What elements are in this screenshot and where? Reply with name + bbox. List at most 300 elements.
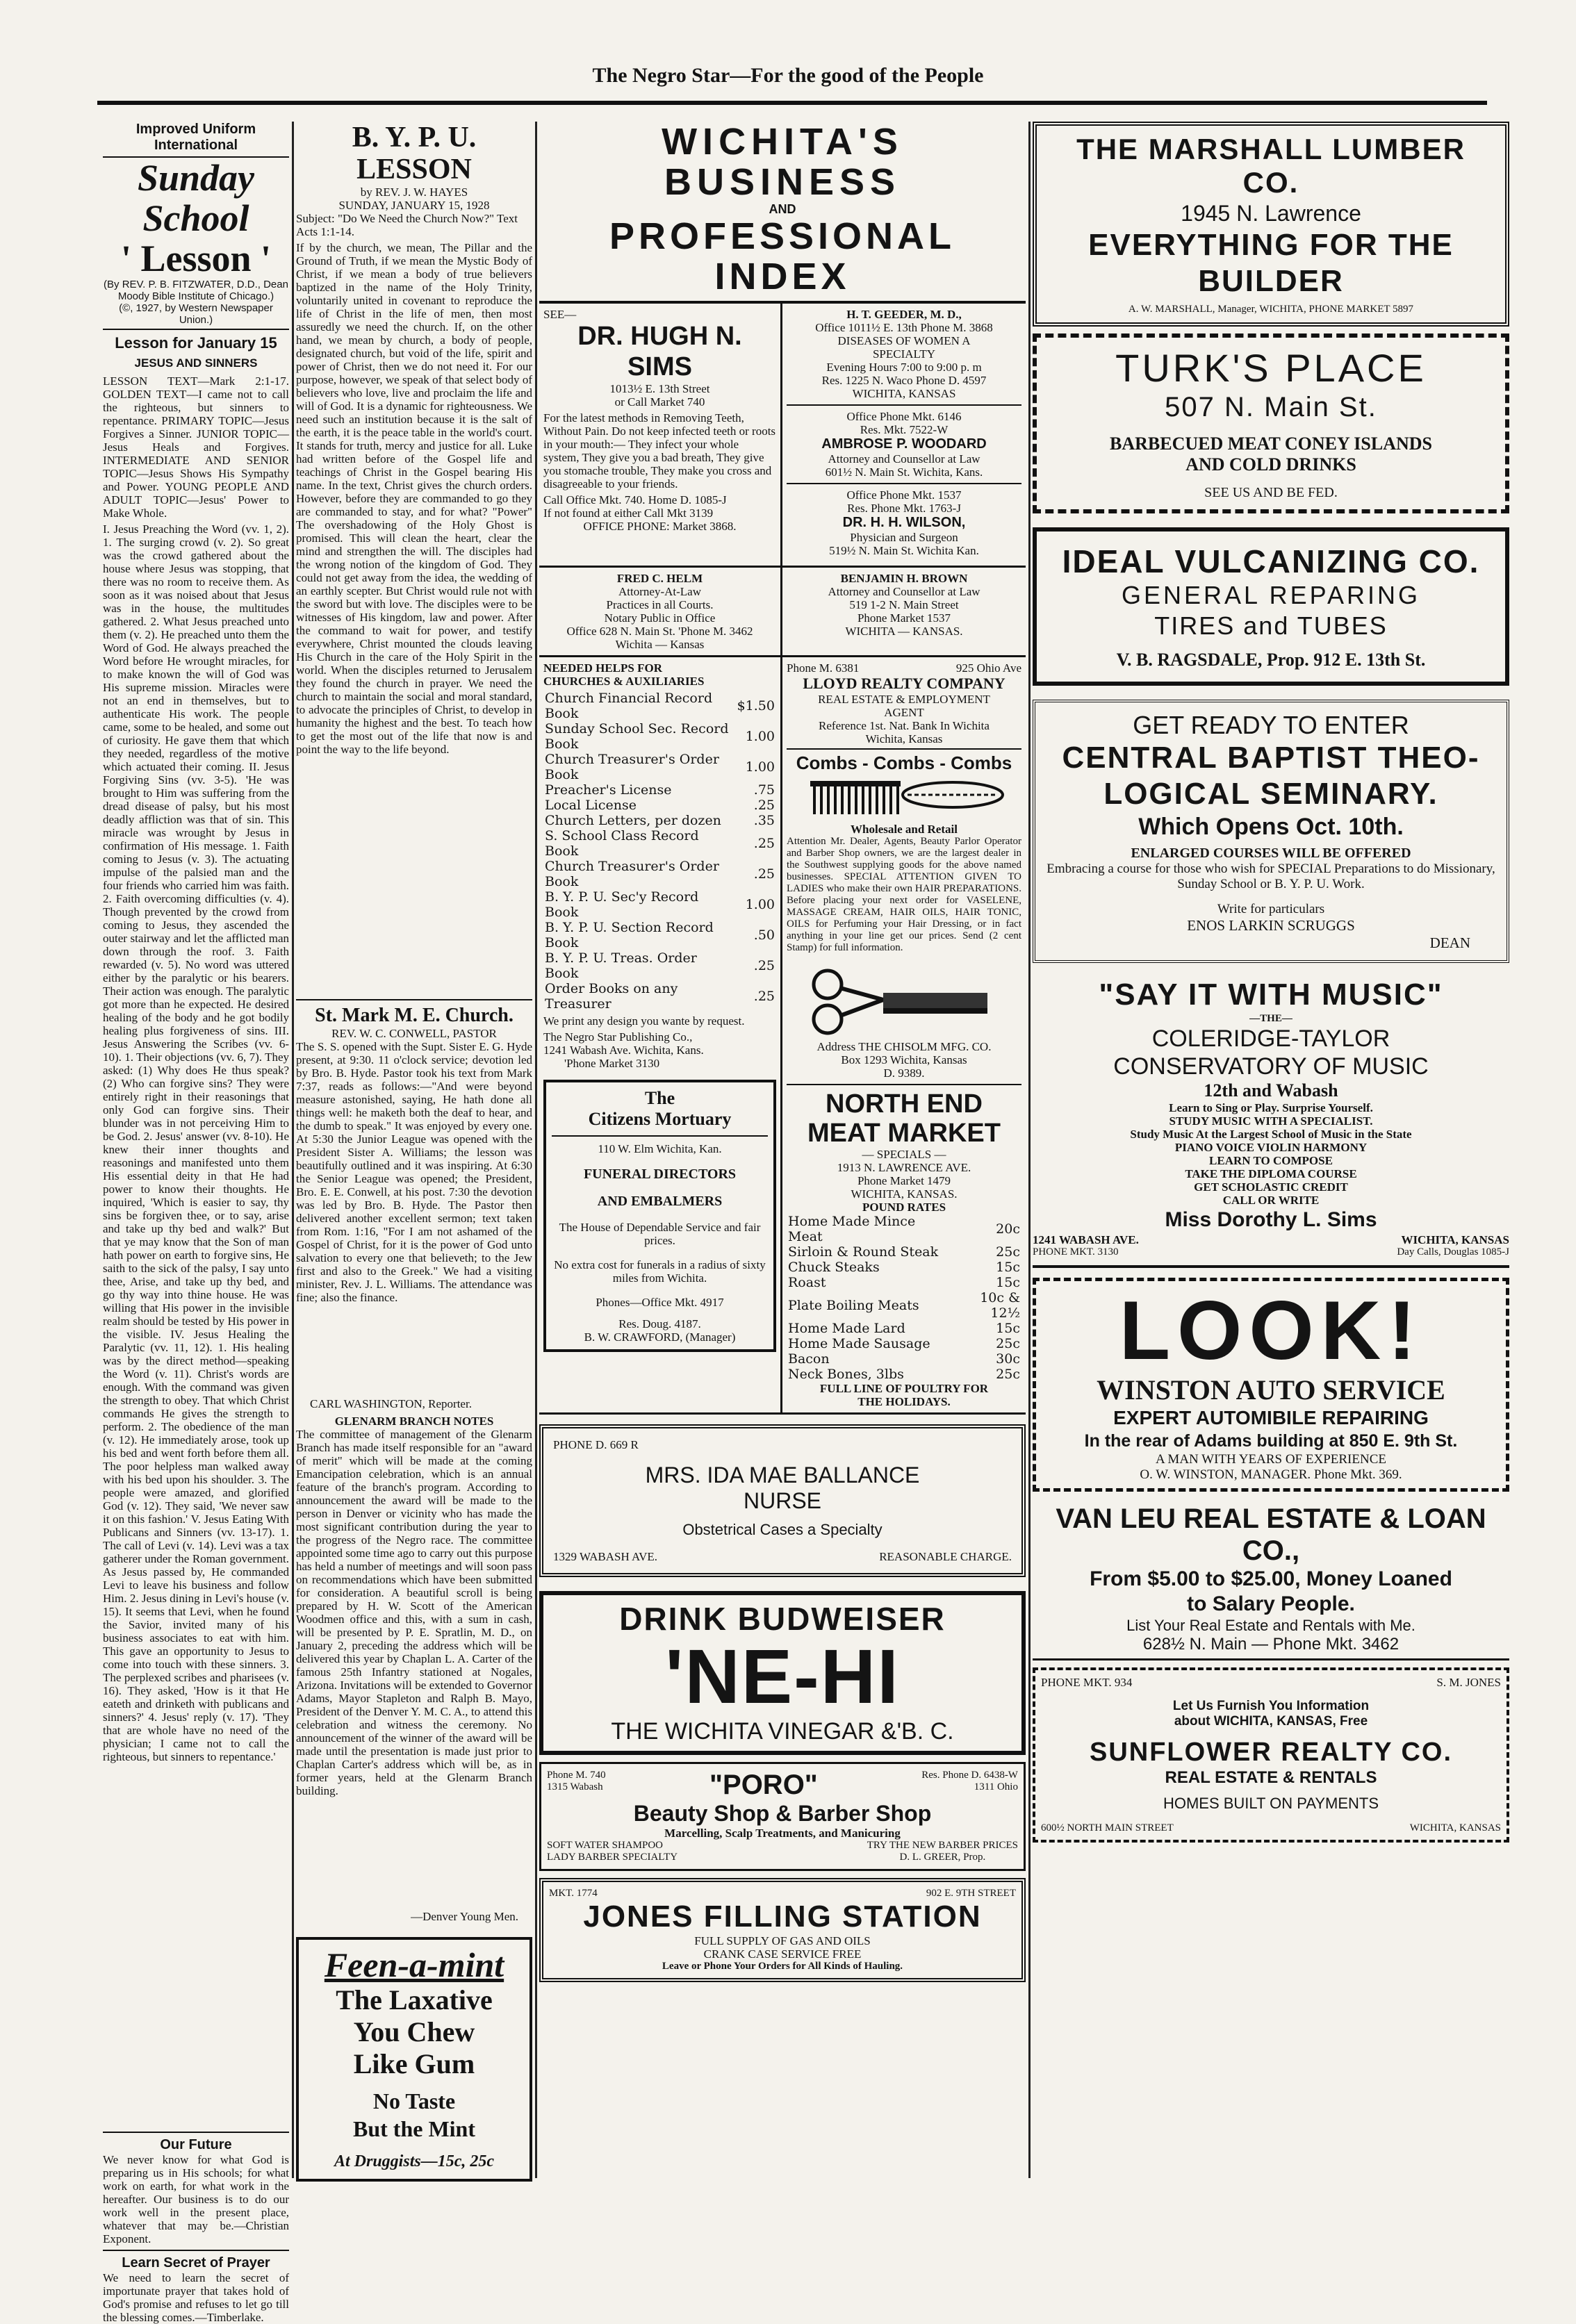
helps-price: .25 (753, 866, 775, 882)
lloyd-phone-row (787, 661, 1021, 675)
helps-price: .25 (753, 989, 775, 1004)
meat-price: 25c (996, 1244, 1020, 1260)
poro-title: Beauty Shop & Barber Shop (633, 1801, 932, 1826)
helm-l5: Wichita — Kansas (615, 638, 705, 651)
feenamint-l3: Like Gum (353, 2048, 475, 2079)
sunflower-owner: S. M. JONES (1436, 1676, 1501, 1689)
bypu-body: If by the church, we mean, The Pillar and the Ground of Truth, if we mean the Mystic Body of Christ, if we mean a body of true believers baptized in the name of the Holy Trinity, voluntarily united in covenant to reproduce the life of Christ in the life of men, then most assuredly we need the church. If, on the other hand, we mean by church, a body of people, designated church, but void of the life, spirit and power of Christ, then we do not need it. For our purpose, however, we speak of that select body of believers who love, live and proclaim the life and will of God. It is a dynamic for righteousness. We need such an institution because it is the salt of the earth, it is the peace table in the world's court. It stands for truth, mercy and justice for all. Luke had written before of the Gospel life and teachings of Christ in the Gospel bearing His name. In the text, Christ gives the church orders. However, before they are commanded to go they are commanded to stay, and for what? "Power" The overshadowing of the Holy Ghost is promised. This will clean the heart, clear the mind and strengthen the will. The disciples had the wrong notion of the kingdom of God. They could not get away from the idea, the wedding of an earthly scepter. But Christ would rule not with the sword but with love. The disciples were to be witnesses of His kingdom, law and power. After the command to wait for power, and testify everywhere, Christ mounted the clouds leaving His Church in the care of the Holy Spirit in the world. When the disciples returned to Jerusalem they found the church in prayer. We need the church to maintain the social and moral standard, to advocate the principles of Christ, to develop in humanity the highest and the best. To teach how to get the most out of the life that now is and point the way to the life beyond. (296, 241, 532, 756)
meat-item: Home Made Lard (788, 1321, 905, 1336)
woodard-l1: Office Phone Mkt. 6146 (846, 410, 962, 423)
helps-item: B. Y. P. U. Treas. Order Book (545, 950, 697, 981)
mortuary-l4: No extra cost for funerals in a radius of sixty miles from Wichita. (554, 1258, 766, 1285)
meat-price: 15c (996, 1260, 1020, 1275)
helps-price: .25 (753, 836, 775, 851)
poro-details-right (867, 1840, 1018, 1863)
church-title: St. Mark M. E. Church. (315, 1005, 514, 1026)
wilson-l2: Res. Phone Mkt. 1763-J (847, 502, 961, 515)
meat-addr: 1913 N. LAWRENCE AVE. (837, 1161, 971, 1174)
nurse-title: NURSE (743, 1488, 821, 1513)
nurse-phone: PHONE D. 669 R (553, 1438, 639, 1451)
turk-addr: 507 N. Main St. (1165, 392, 1377, 422)
woodard-l3: Attorney and Counsellor at Law (828, 452, 980, 465)
church-byline: REV. W. C. CONWELL, PASTOR (331, 1027, 497, 1040)
mortuary-l1: FUNERAL DIRECTORS (583, 1167, 737, 1182)
music-l12: GET SCHOLASTIC CREDIT (1194, 1180, 1348, 1194)
mortuary-l7: B. W. CRAWFORD, (Manager) (584, 1330, 736, 1344)
helps-row (543, 859, 776, 889)
nurse-name: MRS. IDA MAE BALLANCE (645, 1462, 920, 1487)
brown-l2: 519 1-2 N. Main Street (849, 598, 959, 611)
bypu-title: B. Y. P. U. LESSON (352, 122, 477, 186)
column-divider (292, 122, 294, 2178)
meat-price-table (787, 1214, 1021, 1382)
helps-price: .75 (753, 782, 775, 798)
jones-name: JONES FILLING STATION (583, 1899, 982, 1934)
woodard-l2: Res. Mkt. 7522-W (860, 423, 949, 436)
poro-phones (547, 1770, 606, 1793)
music-l3: COLERIDGE-TAYLOR (1151, 1025, 1390, 1052)
ideal-l2: TIRES and TUBES (1154, 611, 1388, 640)
divider (103, 2250, 289, 2251)
glenarm-source: —Denver Young Men. (411, 1910, 518, 1923)
poro-r1: Res. Phone D. 6438-W (921, 1770, 1018, 1781)
page-header: The Negro Star—For the good of the People (592, 64, 984, 87)
future-text: We never know for what God is preparing us in His schools; for what work on earth, for what work in the hereafter. Our business is to do our work well in the present place, whatever that may be.—Christian Exponent. (103, 2153, 289, 2245)
music-l9: PIANO VOICE VIOLIN HARMONY (1174, 1141, 1368, 1154)
poro-r2: 1311 Ohio (974, 1781, 1018, 1793)
feenamint-l2: You Chew (353, 2016, 475, 2047)
helm-l4: Office 628 N. Main St. 'Phone M. 3462 (566, 625, 753, 638)
header-rule (97, 101, 1487, 105)
ideal-l1: GENERAL REPARING (1121, 581, 1421, 609)
helm-ad (539, 568, 782, 655)
look-ad (1033, 1278, 1509, 1492)
look-l2: WINSTON AUTO SERVICE (1097, 1374, 1445, 1406)
helps-price: 1.00 (745, 897, 775, 912)
wilson-name: DR. H. H. WILSON, (842, 515, 966, 530)
combs-wholesale: Wholesale and Retail (851, 823, 958, 836)
poro-l2: SOFT WATER SHAMPOO (547, 1840, 663, 1851)
meat-row (787, 1260, 1021, 1275)
meat-price: 10c & 12½ (980, 1290, 1020, 1321)
geeder-name: H. T. GEEDER, M. D., (846, 308, 962, 321)
lesson-date: Lesson for January 15 (115, 334, 277, 352)
prayer-title: Learn Secret of Prayer (122, 2255, 270, 2271)
marshall-l1: EVERYTHING FOR THE (1088, 228, 1454, 262)
music-l10: LEARN TO COMPOSE (1209, 1154, 1333, 1167)
meat-item: Bacon (788, 1351, 830, 1367)
glenarm-body: The committee of management of the Glenarm Branch has made itself responsible for an "award of merit" which will be made at the coming Emancipation celebration, which is an annual feature of the branch's program. According to announcement the award will be made to the person in Denver or vicinity who has made the most significant contribution during the year to the progress of the Negro race. The committee appointed some time ago to carry out this purpose has held a number of meetings and will soon pass on recommendations which have been submitted for consideration. A beautiful scroll is being prepared by H. W. Scott of the American Woodmen office and this, with a sum in cash, will be presented by P. E. Spratlin, M. D., on January 2, preceding the address which will be delivered this year by Chaplan L. A. Carter of the famous 25th Infantry stationed at Nogales, Arizona. Invitations will be extended to Governor Adams, Mayor Stapleton and Ralph B. Mayo, President of the Denver Y. M. C. A., to attend this celebration and witness the ceremony. No announcement of the winner of the award will be made until the presentation is made just prior to Chaplan Carter's address which will be, as in former years, held at the Glenarm Branch building. (296, 1428, 532, 1797)
marshall-foot: A. W. MARSHALL, Manager, WICHITA, PHONE MARKET 5897 (1128, 304, 1414, 315)
sunflower-l1: Let Us Furnish You Information (1172, 1699, 1370, 1713)
woodard-l4: 601½ N. Main St. Wichita, Kans. (825, 465, 983, 479)
turk-name: TURK'S PLACE (1115, 346, 1427, 390)
look-l6: O. W. WINSTON, MANAGER. Phone Mkt. 369. (1140, 1467, 1402, 1482)
helps-phone: 'Phone Market 3130 (564, 1057, 660, 1070)
divider (296, 999, 532, 1000)
vanleu-l1: VAN LEU REAL ESTATE & LOAN CO., (1056, 1503, 1486, 1566)
sims-office: OFFICE PHONE: Market 3868. (583, 520, 737, 533)
poro-header (547, 1770, 1018, 1801)
meat-row (787, 1214, 1021, 1244)
seminary-ad (1033, 700, 1509, 963)
seminary-l3: LOGICAL SEMINARY. (1103, 777, 1438, 811)
index-right-cards (782, 304, 1026, 566)
woodard-ad (787, 406, 1021, 484)
meat-row (787, 1336, 1021, 1351)
helm-l2: Practices in all Courts. (606, 598, 714, 611)
meat-row (787, 1321, 1021, 1336)
meat-title-1: NORTH END (826, 1089, 983, 1119)
music-l14: Miss Dorothy L. Sims (1165, 1208, 1377, 1231)
seminary-l4: Which Opens Oct. 10th. (1138, 814, 1404, 840)
vanleu-l4: List Your Real Estate and Rentals with Me. (1126, 1617, 1415, 1634)
lesson-subtitle: JESUS AND SINNERS (134, 356, 258, 370)
mortuary-l6: Res. Doug. 4187. (618, 1317, 701, 1330)
combs-addr-3: D. 9389. (883, 1066, 925, 1080)
helps-row (543, 798, 776, 813)
look-l1: LOOK! (1119, 1284, 1423, 1377)
wilson-ad (787, 484, 1021, 561)
wilson-l1: Office Phone Mkt. 1537 (846, 488, 962, 502)
music-l7: STUDY MUSIC WITH A SPECIALIST. (1169, 1114, 1373, 1128)
mortuary-name: Citizens Mortuary (552, 1109, 768, 1137)
poro-l3: LADY BARBER SPECIALTY (547, 1852, 678, 1863)
helps-item: B. Y. P. U. Sec'y Record Book (545, 889, 699, 920)
mortuary-the: The (644, 1088, 675, 1108)
helps-row (543, 813, 776, 828)
helps-item: S. School Class Record Book (545, 828, 699, 859)
music-l13: CALL OR WRITE (1222, 1194, 1320, 1207)
helps-item: Order Books on any Treasurer (545, 981, 678, 1012)
music-footer-2 (1033, 1246, 1509, 1258)
helps-item: B. Y. P. U. Section Record Book (545, 920, 714, 950)
lesson-top-label: Improved Uniform International (103, 122, 289, 158)
feenamint-l5: But the Mint (353, 2116, 475, 2141)
lesson-text: LESSON TEXT—Mark 2:1-17. GOLDEN TEXT—I came not to call the righteous, but sinners to repentance. PRIMARY TOPIC—Jesus Forgives a Sinner. JUNIOR TOPIC—Jesus Heals and Forgives. INTERMEDIATE AND SENIOR TOPIC—Jesus Shows His Sympathy and Power. YOUNG PEOPLE AND ADULT TOPIC—Jesus' Power to Make Whole. (103, 374, 289, 520)
meat-price: 25c (996, 1336, 1020, 1351)
column-sunday-school (103, 122, 289, 2324)
index-and: AND (769, 202, 796, 216)
geeder-l1: DISEASES OF WOMEN A (837, 334, 971, 347)
helm-l3: Notary Public in Office (604, 611, 716, 625)
helps-row (543, 950, 776, 981)
brown-l3: Phone Market 1537 (857, 611, 951, 625)
helps-item: Church Letters, per dozen (545, 813, 721, 828)
sunflower-city: WICHITA, KANSAS (1409, 1822, 1501, 1833)
meat-item: Home Made Sausage (788, 1336, 930, 1351)
church-reporter: CARL WASHINGTON, Reporter. (310, 1397, 472, 1410)
sunflower-name: SUNFLOWER REALTY CO. (1089, 1738, 1453, 1767)
lesson-title-1: Sunday School (137, 157, 255, 239)
lloyd-l6: Wichita, Kansas (865, 732, 943, 745)
meat-title-2: MEAT MARKET (807, 1119, 1001, 1148)
brown-l4: WICHITA — KANSAS. (845, 625, 963, 638)
lesson-byline: (By REV. P. B. FITZWATER, D.D., Dean Moody Bible Institute of Chicago.) (104, 279, 288, 302)
music-l8: Study Music At the Largest School of Music in the State (1130, 1128, 1412, 1141)
ideal-ad (1033, 527, 1509, 686)
poro-p1: Phone M. 740 (547, 1770, 606, 1781)
helps-item: Church Treasurer's Order Book (545, 859, 719, 889)
music-l15: 1241 WABASH AVE. (1033, 1233, 1139, 1246)
index-title-2: PROFESSIONAL INDEX (539, 216, 1026, 304)
helps-row (543, 920, 776, 950)
meat-item: Plate Boiling Meats (788, 1298, 919, 1313)
brown-name: BENJAMIN H. BROWN (840, 572, 968, 585)
lloyd-ad (787, 661, 1021, 750)
music-l5: 12th and Wabash (1204, 1080, 1338, 1101)
jones-l3: Leave or Phone Your Orders for All Kinds of Hauling. (662, 1961, 903, 1972)
helps-price: .35 (753, 813, 775, 828)
marshall-l2: BUILDER (1198, 264, 1344, 298)
poro-l5: D. L. GREER, Prop. (899, 1852, 986, 1863)
sims-name: DR. HUGH N. SIMS (577, 322, 742, 381)
column-advertisements (1033, 122, 1509, 2178)
music-l1: "SAY IT WITH MUSIC" (1099, 978, 1443, 1012)
column-business-index (539, 122, 1026, 2178)
future-title: Our Future (160, 2137, 232, 2152)
music-l16: WICHITA, KANSAS (1401, 1233, 1509, 1246)
sunflower-l3: REAL ESTATE & RENTALS (1165, 1768, 1377, 1787)
feenamint-name: Feen-a-mint (324, 1945, 504, 1984)
wilson-l4: 519½ N. Main St. Wichita Kan. (829, 544, 979, 557)
nurse-addr: 1329 WABASH AVE. (553, 1550, 658, 1563)
look-l4: In the rear of Adams building at 850 E. 9th St. (1084, 1431, 1458, 1451)
vanleu-l2: From $5.00 to $25.00, Money Loaned (1090, 1567, 1452, 1590)
sims-ad (539, 304, 782, 566)
poro-res (921, 1770, 1018, 1793)
helps-row (543, 691, 776, 721)
lloyd-l3: REAL ESTATE & EMPLOYMENT (818, 693, 990, 706)
helps-note: We print any design you wante by request. (543, 1014, 745, 1028)
music-l11: TAKE THE DIPLOMA COURSE (1185, 1167, 1357, 1180)
lloyd-l2: 925 Ohio Ave (955, 661, 1021, 675)
meat-phone: Phone Market 1479 (857, 1174, 951, 1187)
budweiser-l1: DRINK BUDWEISER (619, 1601, 946, 1637)
sims-text: For the latest methods in Removing Teeth, Without Pain. Do not keep infected teeth or roots in your mouth:— They infect your whole system, They give you a bad breath, They give you stomache trouble, They make you cross and disagreeable to your friends. (543, 411, 776, 491)
sims-call: or Call Market 740 (614, 395, 705, 409)
music-footer-1 (1033, 1233, 1509, 1246)
lloyd-l5: Reference 1st. Nat. Bank In Wichita (819, 719, 990, 732)
feenamint-l1: The Laxative (336, 1984, 493, 2016)
feenamint-l4: No Taste (372, 2088, 456, 2113)
helps-item: Church Treasurer's Order Book (545, 752, 719, 782)
jones-ad (539, 1878, 1026, 1982)
sims-see: SEE— (543, 308, 577, 321)
helps-title-1: NEEDED HELPS FOR (543, 661, 662, 675)
helps-price: .25 (753, 798, 775, 813)
glenarm-title: GLENARM BRANCH NOTES (334, 1415, 494, 1428)
look-l3: EXPERT AUTOMIBILE REPAIRING (1113, 1407, 1429, 1428)
poro-details-left (547, 1840, 678, 1863)
helps-item: Church Financial Record Book (545, 691, 713, 721)
combs-addr-2: Box 1293 Wichita, Kansas (841, 1053, 967, 1066)
turk-l2: AND COLD DRINKS (1185, 454, 1356, 475)
lesson-title-2: ' Lesson ' (120, 238, 272, 279)
jones-addr: 902 E. 9TH STREET (926, 1888, 1016, 1899)
index-row-2 (539, 568, 1026, 657)
bypu-date: SUNDAY, JANUARY 15, 1928 (338, 199, 490, 212)
jones-l1: FULL SUPPLY OF GAS AND OILS (694, 1934, 871, 1947)
sunflower-footer (1041, 1822, 1501, 1834)
turk-l3: SEE US AND BE FED. (1204, 485, 1338, 500)
right-stack (782, 657, 1026, 1412)
meat-foot-2: THE HOLIDAYS. (857, 1395, 951, 1408)
column-bypu (296, 122, 532, 2178)
geeder-l2: SPECIALTY (872, 347, 936, 361)
combs-ad (787, 752, 1021, 1085)
index-row-3 (539, 657, 1026, 1415)
ideal-name: IDEAL VULCANIZING CO. (1062, 543, 1480, 579)
poro-l4: TRY THE NEW BARBER PRICES (867, 1840, 1018, 1851)
ideal-l3: V. B. RAGSDALE, Prop. 912 E. 13th St. (1116, 650, 1426, 670)
bypu-subject: Subject: "Do We Need the Church Now?" Text Acts 1:1-14. (296, 212, 518, 238)
seminary-l2: CENTRAL BAPTIST THEO- (1062, 741, 1480, 775)
woodard-name: AMBROSE P. WOODARD (821, 436, 987, 452)
meat-item: Roast (788, 1275, 826, 1290)
lesson-body: I. Jesus Preaching the Word (vv. 1, 2). 1. The surging crowd (v. 2). So great was the crowd gathered about the house where Jesus was stopping, that there was no room to receive them. As soon as it was noised about that Jesus was in the house, the multitudes gathered. 2. What Jesus preached unto them (v. 2). He preached unto them the Word of God. He always preached the Word before He wrought miracles, for to make known the will of God was His supreme mission. Miracles were not an end in themselves, but to authenticate His work. The people came, some to be healed, and some out of curiosity. He gave them that which they needed, regardless of the motive which actuated their coming. II. Jesus Forgiving Sins (vv. 3-5). 'He was brought to Him was suffering from the dread disease of palsy, but his most deadly affliction was that of sin. This miracle was wrought by Jesus in confirmation of His message. 1. Faith coming to Jesus (v. 3). The actuating impulse of the palsied man and the four friends who carried him was faith. 2. Faith overcoming difficulties (v. 4). Though prevented by the crowd from coming to Jesus, they ascended the outer stairway and let the afflicted man down through the roof. 3. Faith rewarded (v. 5). No word was uttered either by the paralytic or his bearers. Their action was enough. The paralytic got more than he expected. He desired healing of the body and he got bodily healing plus forgiveness of sins. III. Jesus Answering the Scribes (vv. 6-10). 1. Their objections (vv. 6, 7). They asked: (1) Why does He thus speak? (2) Who can forgive sins? They were entirely right in their reasonings that only God can forgive sins. Their blunder was in not perceiving Him to be God. 2. Jesus' answer (vv. 8-10). He knew their inner thoughts and reasonings and manifested unto them His essential deity in that He had power to know their thoughts. He inquired, 'Which is easier to say, thy sins be forgiven thee, or to say, arise and take up thy bed and walk?' But that ye may know that the Son of man hath power on earth to forgive sins, He saith to the sick of the palsy, I say unto thee, Arise, and take up thy bed, and go thy way into thine house. He was willing that His power in the invisible realm should be tested by His power in the visible. IV. Jesus Healing the Paralytic (vv. 11, 12). 1. His healing was by the direct method—speaking the Word (v. 11). Christ's words are enough. With the command was given the strength to obey. That which Christ commands He gives the strength to perform. 2. The obedience of the man (v. 12). He immediately arose, took up his bed and went forth before them all. The poor helpless man walked away with his bed upon his shoulder. 3. The people were amazed, and glorified God (v. 12). They said, 'We never saw it on this fashion.' V. Jesus Eating With Publicans and Sinners (vv. 13-17). 1. The call of Levi (v. 14). Levi was a tax gatherer under the Roman government. As Jesus passed by, He commanded Levi to leave his business and follow Him. 2. Jesus dining in Levi's house (v. 15). It seems that Levi, when he found the Savior, invited many of his business associates to eat with him. This gave an opportunity to Jesus to come into touch with these sinners. 3. The perplexed scribes and pharisees (v. 16). They asked, 'How is it that He eateth and drinketh with publicans and sinners?' 4. Jesus' reply (v. 17). 'They that are whole have no need of the physician; I came not to call the righteous, but sinners to repentance.' (103, 522, 289, 1763)
meat-price: 30c (996, 1351, 1020, 1367)
meat-item: Home Made Mince Meat (788, 1214, 916, 1244)
lesson-copyright: (©, 1927, by Western Newspaper Union.) (103, 302, 289, 330)
combs-title: Combs - Combs - Combs (796, 752, 1012, 773)
helm-name: FRED C. HELM (616, 572, 703, 585)
sunflower-header (1041, 1676, 1501, 1689)
brown-ad (782, 568, 1026, 655)
helps-price: .50 (753, 928, 775, 943)
vanleu-l3: to Salary People. (1187, 1592, 1355, 1615)
seminary-l9: DEAN (1429, 934, 1470, 951)
curling-iron-icon (787, 957, 1021, 1040)
sunflower-l2: about WICHITA, KANSAS, Free (1174, 1714, 1368, 1729)
helps-price: 1.00 (745, 729, 775, 744)
helm-l1: Attorney-At-Law (618, 585, 701, 598)
meat-item: Sirloin & Round Steak (788, 1244, 939, 1260)
column-divider (1028, 122, 1031, 2178)
meat-ad (787, 1085, 1021, 1408)
sunflower-addr: 600½ NORTH MAIN STREET (1041, 1822, 1174, 1833)
meat-row (787, 1290, 1021, 1321)
seminary-l7: Write for particulars (1217, 902, 1325, 916)
geeder-l5: WICHITA, KANSAS (852, 387, 956, 400)
page-top (0, 0, 1576, 104)
helps-table (543, 691, 776, 1012)
helps-ad (543, 661, 776, 1070)
marshall-addr: 1945 N. Lawrence (1181, 201, 1361, 226)
meat-rates: POUND RATES (862, 1201, 946, 1214)
sims-phones: Call Office Mkt. 740. Home D. 1085-J (543, 493, 727, 506)
helps-row (543, 721, 776, 752)
helps-row (543, 752, 776, 782)
brown-l1: Attorney and Counsellor at Law (828, 585, 980, 598)
music-l4: CONSERVATORY OF MUSIC (1113, 1053, 1429, 1080)
music-l6: Learn to Sing or Play. Surprise Yourself. (1169, 1101, 1373, 1114)
sims-if-not: If not found at either Call Mkt 3139 (543, 506, 714, 520)
column-divider (535, 122, 537, 2178)
geeder-ad (787, 308, 1021, 406)
mortuary-addr: 110 W. Elm Wichita, Kan. (598, 1142, 722, 1155)
poro-name: "PORO" (709, 1770, 818, 1800)
helps-item: Local License (545, 798, 637, 813)
sunflower-l4: HOMES BUILT ON PAYMENTS (1163, 1795, 1379, 1812)
combs-addr-1: Address THE CHISOLM MFG. CO. (816, 1040, 992, 1053)
sims-addr: 1013½ E. 13th Street (609, 382, 710, 395)
helps-publisher: The Negro Star Publishing Co., (543, 1030, 693, 1044)
geeder-l3: Evening Hours 7:00 to 9:00 p. m (826, 361, 982, 374)
bypu-byline: by REV. J. W. HAYES (360, 186, 468, 199)
comb-icon (787, 774, 1021, 823)
meat-row (787, 1351, 1021, 1367)
meat-price: 15c (996, 1275, 1020, 1290)
turk-ad (1033, 333, 1509, 513)
nurse-ad (539, 1424, 1026, 1577)
nurse-footer (553, 1550, 1012, 1563)
meat-specials: — SPECIALS — (862, 1148, 946, 1161)
budweiser-l3: THE WICHITA VINEGAR &'B. C. (611, 1718, 954, 1745)
turk-l1: BARBECUED MEAT CONEY ISLANDS (1110, 434, 1432, 454)
helps-row (543, 782, 776, 798)
helps-title-2: CHURCHES & AUXILIARIES (543, 675, 705, 688)
mortuary-l2: AND EMBALMERS (597, 1194, 723, 1209)
helps-row (543, 981, 776, 1012)
poro-p2: 1315 Wabash (547, 1781, 603, 1793)
church-body: The S. S. opened with the Supt. Sister E. G. Hyde present, at 9:30. 11 o'clock service; devotion led by Bro. B. Hyde. Pastor took his text from Mark 7:37, reads as follows:—"And were beyond measure astonished, saying, He hath done all things well: he maketh both the deaf to hear, and the dumb to speak." It was enjoyed by every one. At 5:30 the Junior League was opened with the President Sister A. Williams; the lesson was beautifully outlined and it was inspiring. At 6:30 the Senior League was opened; the President, Bro. E. E. Conwell, at his post. 7:30 the devotion was led by Bro. B. Hyde. The Pastor then delivered another excellent sermon; text taken from Rom. 1:16, "For I am not ashamed of the Gospel of Christ, for it is the power of God unto salvation to every one that believeth; to the Jew first and also to the Greek." We had a visiting minister, Rev. J. L. Williams. The attendance was fine; also the finance. (296, 1040, 532, 1304)
meat-foot-1: FULL LINE OF POULTRY FOR (819, 1382, 989, 1395)
seminary-l1: GET READY TO ENTER (1133, 711, 1409, 739)
vanleu-ad (1033, 1499, 1509, 1660)
helps-price: .25 (753, 958, 775, 973)
meat-price: 20c (996, 1221, 1020, 1237)
jones-l2: CRANK CASE SERVICE FREE (703, 1947, 862, 1961)
geeder-addr: Office 1011½ E. 13th Phone M. 3868 (815, 321, 993, 334)
poro-l1: Marcelling, Scalp Treatments, and Manicuring (664, 1827, 901, 1840)
helps-price: 1.00 (745, 759, 775, 775)
poro-details (547, 1840, 1018, 1863)
vanleu-l5: 628½ N. Main — Phone Mkt. 3462 (1142, 1635, 1399, 1654)
look-l5: A MAN WITH YEARS OF EXPERIENCE (1156, 1452, 1386, 1467)
index-title-1: WICHITA'S BUSINESS (662, 121, 903, 203)
seminary-l6: Embracing a course for those who wish for SPECIAL Preparations to do Missionary, Sunday School or B. Y. P. U. Work. (1046, 862, 1495, 891)
marshall-ad (1033, 122, 1509, 327)
helps-item: Preacher's License (545, 782, 672, 798)
left-stack (539, 657, 782, 1412)
mortuary-l3: The House of Dependable Service and fair prices. (559, 1221, 761, 1247)
sunflower-ad (1033, 1667, 1509, 1843)
jones-header (549, 1888, 1016, 1899)
lloyd-name: LLOYD REALTY COMPANY (803, 675, 1005, 692)
poro-ad (539, 1762, 1026, 1871)
helps-price: $1.50 (737, 698, 775, 714)
helps-row (543, 889, 776, 920)
meat-item: Neck Bones, 3lbs (788, 1367, 904, 1382)
index-row-1 (539, 304, 1026, 568)
prayer-text: We need to learn the secret of importunate prayer that takes hold of God's promise and refuses to let go till the blessing comes.—Timberlake. (103, 2271, 289, 2324)
seminary-l8: ENOS LARKIN SCRUGGS (1187, 917, 1355, 934)
meat-price: 25c (996, 1367, 1020, 1382)
budweiser-ad (539, 1591, 1026, 1755)
lloyd-l4: AGENT (884, 706, 924, 719)
helps-item: Sunday School Sec. Record Book (545, 721, 729, 752)
marshall-name: THE MARSHALL LUMBER CO. (1076, 133, 1466, 199)
seminary-l5: ENLARGED COURSES WILL BE OFFERED (1131, 846, 1411, 861)
meat-city: WICHITA, KANSAS. (851, 1187, 958, 1201)
wilson-l3: Physician and Surgeon (850, 531, 958, 544)
jones-mkt: MKT. 1774 (549, 1888, 598, 1899)
music-ad (1033, 970, 1509, 1268)
divider (103, 2132, 289, 2133)
combs-text: Attention Mr. Dealer, Agents, Beauty Parlor Operator and Barber Shop owners, we are the largest dealer in the Southwest supplying goods for the above named businesses. SPECIAL ATTENTION GIVEN TO LADIES who make their own HAIR PREPARATIONS. Before placing your next order for VASELENE, MASSAGE CREAM, HAIR OILS, HAIR TONIC, OILS for Perfuming your Hair Dressing, or in fact anything in your line get our prices. Send (2 cent Stamp) for full information. (787, 836, 1021, 953)
nurse-charge: REASONABLE CHARGE. (879, 1550, 1012, 1563)
